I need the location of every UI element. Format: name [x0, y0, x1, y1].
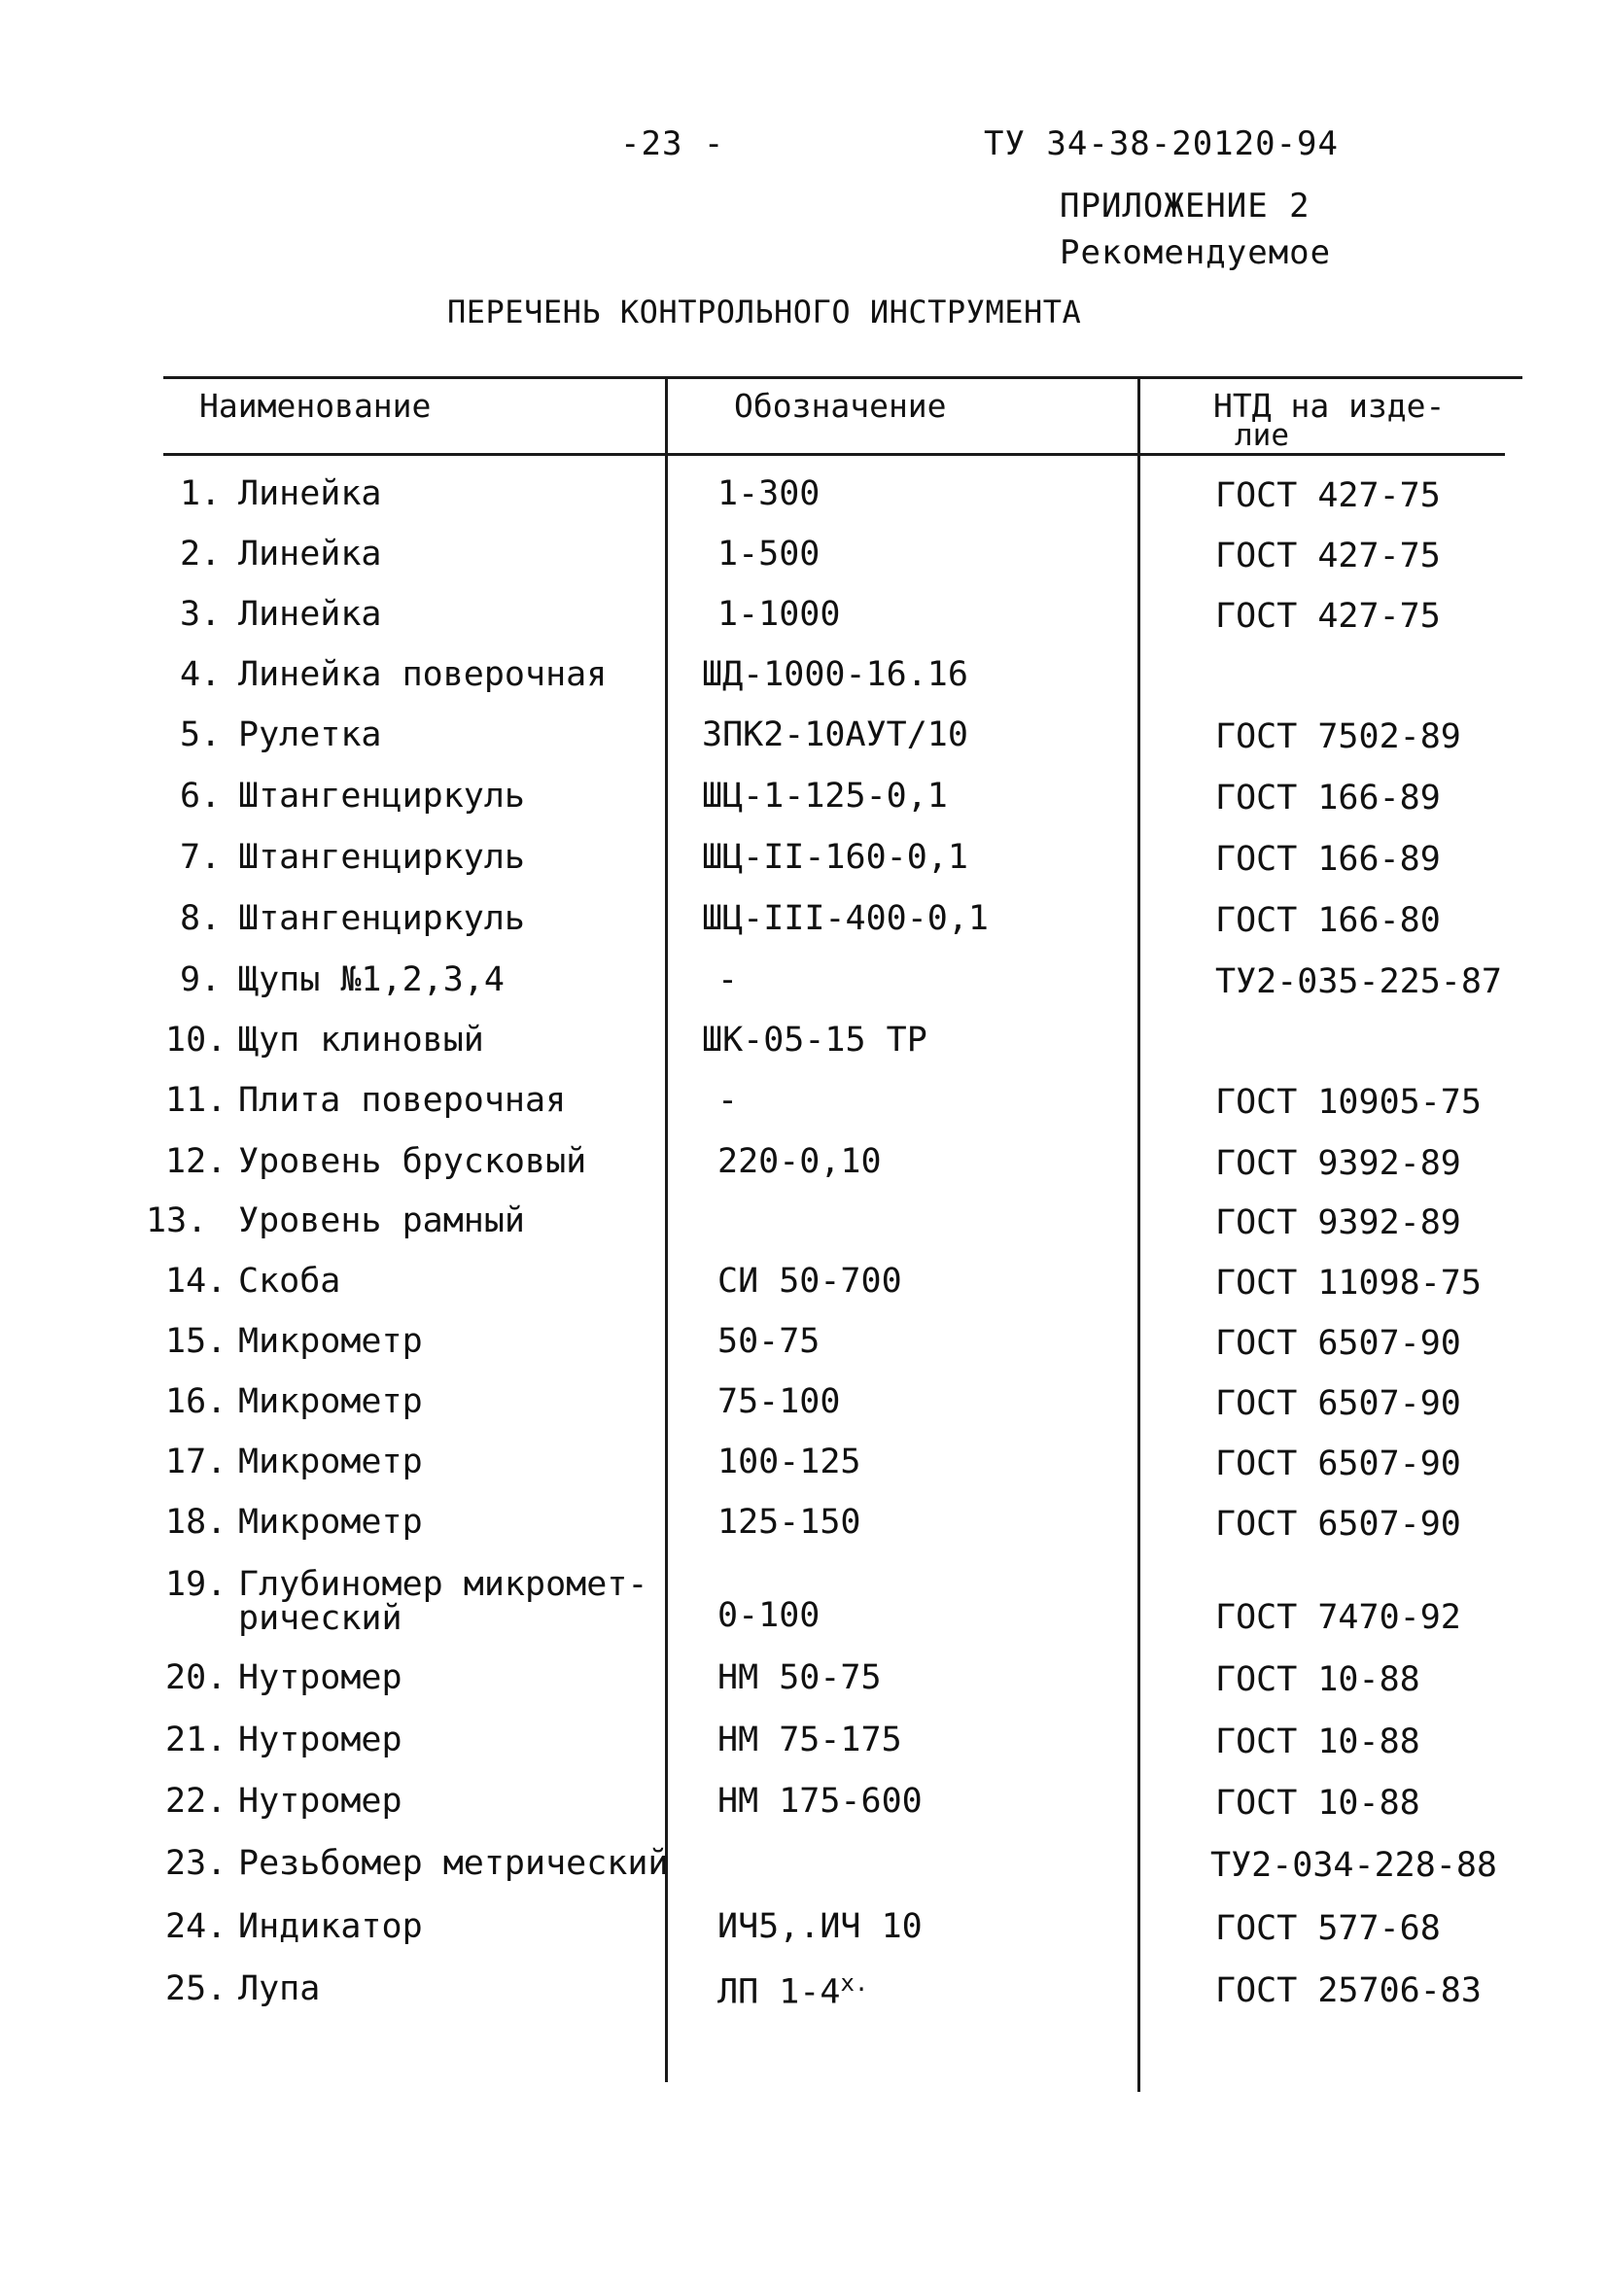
column-divider-1: [665, 376, 668, 2082]
row-name: Штангенциркуль: [238, 899, 526, 938]
row-designation: 100-125: [717, 1443, 861, 1481]
row-ntd: ГОСТ 427-75: [1215, 597, 1441, 636]
row-number: 21.: [165, 1721, 227, 1759]
row-name: Рулетка: [238, 715, 382, 754]
row-ntd: ГОСТ 6507-90: [1215, 1384, 1461, 1423]
row-number: 8.: [180, 899, 222, 938]
row-ntd: ГОСТ 166-89: [1215, 840, 1441, 879]
row-ntd: ГОСТ 6507-90: [1215, 1505, 1461, 1544]
row-ntd: ГОСТ 166-80: [1215, 901, 1441, 940]
row-name: Микрометр: [238, 1443, 423, 1481]
row-ntd: ГОСТ 427-75: [1215, 476, 1441, 515]
row-ntd: ГОСТ 6507-90: [1215, 1324, 1461, 1363]
row-name: Уровень брусковый: [238, 1142, 587, 1181]
row-designation: ШК-05-15 ТР: [702, 1021, 927, 1060]
row-designation: 125-150: [717, 1503, 861, 1542]
row-name: Глубиномер микромет-: [238, 1565, 648, 1604]
column-header-name: Наименование: [199, 387, 432, 425]
row-number: 13.: [146, 1201, 208, 1240]
row-number: 10.: [165, 1021, 227, 1060]
row-designation: 1-500: [717, 535, 821, 574]
row-name-cont: рический: [238, 1599, 402, 1638]
row-name: Микрометр: [238, 1503, 423, 1542]
row-number: 7.: [180, 838, 222, 877]
row-number: 3.: [180, 595, 222, 634]
row-ntd: ТУ2-034-228-88: [1210, 1846, 1498, 1885]
row-number: 15.: [165, 1322, 227, 1361]
column-header-designation: Обозначение: [734, 387, 947, 425]
row-ntd: ГОСТ 7470-92: [1215, 1598, 1461, 1637]
row-name: Индикатор: [238, 1907, 423, 1946]
row-ntd: ТУ2-035-225-87: [1215, 962, 1503, 1001]
row-designation: 220-0,10: [717, 1142, 882, 1181]
row-designation: 1-300: [717, 474, 821, 513]
row-number: 1.: [180, 474, 222, 513]
row-number: 4.: [180, 655, 222, 694]
row-number: 17.: [165, 1443, 227, 1481]
row-ntd: ГОСТ 10-88: [1215, 1660, 1420, 1699]
row-designation: 1-1000: [717, 595, 841, 634]
row-designation: 75-100: [717, 1382, 841, 1421]
row-number: 23.: [165, 1844, 227, 1883]
row-name: Нутромер: [238, 1782, 402, 1821]
row-number: 22.: [165, 1782, 227, 1821]
row-name: Плита поверочная: [238, 1081, 567, 1120]
row-name: Штангенциркуль: [238, 838, 526, 877]
row-ntd: ГОСТ 577-68: [1215, 1909, 1441, 1948]
row-number: 6.: [180, 777, 222, 816]
row-name: Линейка поверочная: [238, 655, 608, 694]
row-number: 5.: [180, 715, 222, 754]
appendix-label: ПРИЛОЖЕНИЕ 2: [1060, 187, 1310, 226]
row-name: Линейка: [238, 535, 382, 574]
row-name: Скоба: [238, 1262, 341, 1301]
row-designation: 0-100: [717, 1596, 821, 1635]
row-number: 19.: [165, 1565, 227, 1604]
row-number: 14.: [165, 1262, 227, 1301]
row-ntd: ГОСТ 7502-89: [1215, 717, 1461, 756]
row-designation: НМ 50-75: [717, 1658, 882, 1697]
row-designation: [717, 1969, 868, 2012]
row-number: 11.: [165, 1081, 227, 1120]
table-top-rule: [163, 376, 1522, 379]
row-name: Щупы №1,2,3,4: [238, 960, 505, 999]
column-header-ntd-cont: лие: [1235, 418, 1289, 453]
row-ntd: ГОСТ 11098-75: [1215, 1264, 1482, 1303]
row-name: Щуп клиновый: [238, 1021, 484, 1060]
row-designation: 50-75: [717, 1322, 821, 1361]
column-divider-2: [1137, 376, 1140, 2092]
row-name: Штангенциркуль: [238, 777, 526, 816]
row-number: 12.: [165, 1142, 227, 1181]
row-designation: ШЦ-1-125-0,1: [702, 777, 948, 816]
row-ntd: ГОСТ 427-75: [1215, 537, 1441, 575]
row-ntd: ГОСТ 10905-75: [1215, 1083, 1482, 1122]
appendix-status: Рекомендуемое: [1060, 233, 1332, 272]
row-ntd: ГОСТ 10-88: [1215, 1722, 1420, 1761]
row-ntd: ГОСТ 9392-89: [1215, 1144, 1461, 1183]
row-name: Линейка: [238, 595, 382, 634]
row-designation: НМ 175-600: [717, 1782, 923, 1821]
row-designation: СИ 50-700: [717, 1262, 902, 1301]
row-ntd: ГОСТ 9392-89: [1215, 1203, 1461, 1242]
page-title: ПЕРЕЧЕНЬ КОНТРОЛЬНОГО ИНСТРУМЕНТА: [447, 294, 1082, 330]
row-name: Микрометр: [238, 1382, 423, 1421]
row-designation: ШЦ-II-160-0,1: [702, 838, 968, 877]
table-header-rule: [163, 453, 1505, 456]
row-ntd: ГОСТ 25706-83: [1215, 1971, 1482, 2010]
document-code: ТУ 34-38-20120-94: [984, 124, 1339, 163]
row-designation: ИЧ5,.ИЧ 10: [717, 1907, 923, 1946]
row-designation: -: [717, 1081, 739, 1120]
row-name: Лупа: [238, 1969, 321, 2008]
row-name: Нутромер: [238, 1721, 402, 1759]
row-name: Линейка: [238, 474, 382, 513]
page-number: -23 -: [620, 124, 725, 163]
row-number: 16.: [165, 1382, 227, 1421]
row-number: 2.: [180, 535, 222, 574]
row-name: Уровень рамный: [238, 1201, 526, 1240]
column-header-ntd: НТД на изде-: [1213, 387, 1446, 425]
row-name: Резьбомер метрический: [238, 1844, 669, 1883]
row-name: Нутромер: [238, 1658, 402, 1697]
row-number: 18.: [165, 1503, 227, 1542]
row-designation: ШД-1000-16.16: [702, 655, 968, 694]
row-number: 20.: [165, 1658, 227, 1697]
row-designation: НМ 75-175: [717, 1721, 902, 1759]
row-ntd: ГОСТ 6507-90: [1215, 1444, 1461, 1483]
row-ntd: ГОСТ 166-89: [1215, 779, 1441, 818]
row-designation-text: ЛП 1-4: [717, 1972, 841, 2012]
row-number: 25.: [165, 1969, 227, 2008]
row-designation-sup: х.: [840, 1969, 869, 1997]
row-designation: -: [717, 960, 739, 999]
row-number: 24.: [165, 1907, 227, 1946]
row-designation: ЗПК2-10АУТ/10: [702, 715, 968, 754]
row-number: 9.: [180, 960, 222, 999]
row-name: Микрометр: [238, 1322, 423, 1361]
row-ntd: ГОСТ 10-88: [1215, 1784, 1420, 1823]
row-designation: ШЦ-III-400-0,1: [702, 899, 990, 938]
